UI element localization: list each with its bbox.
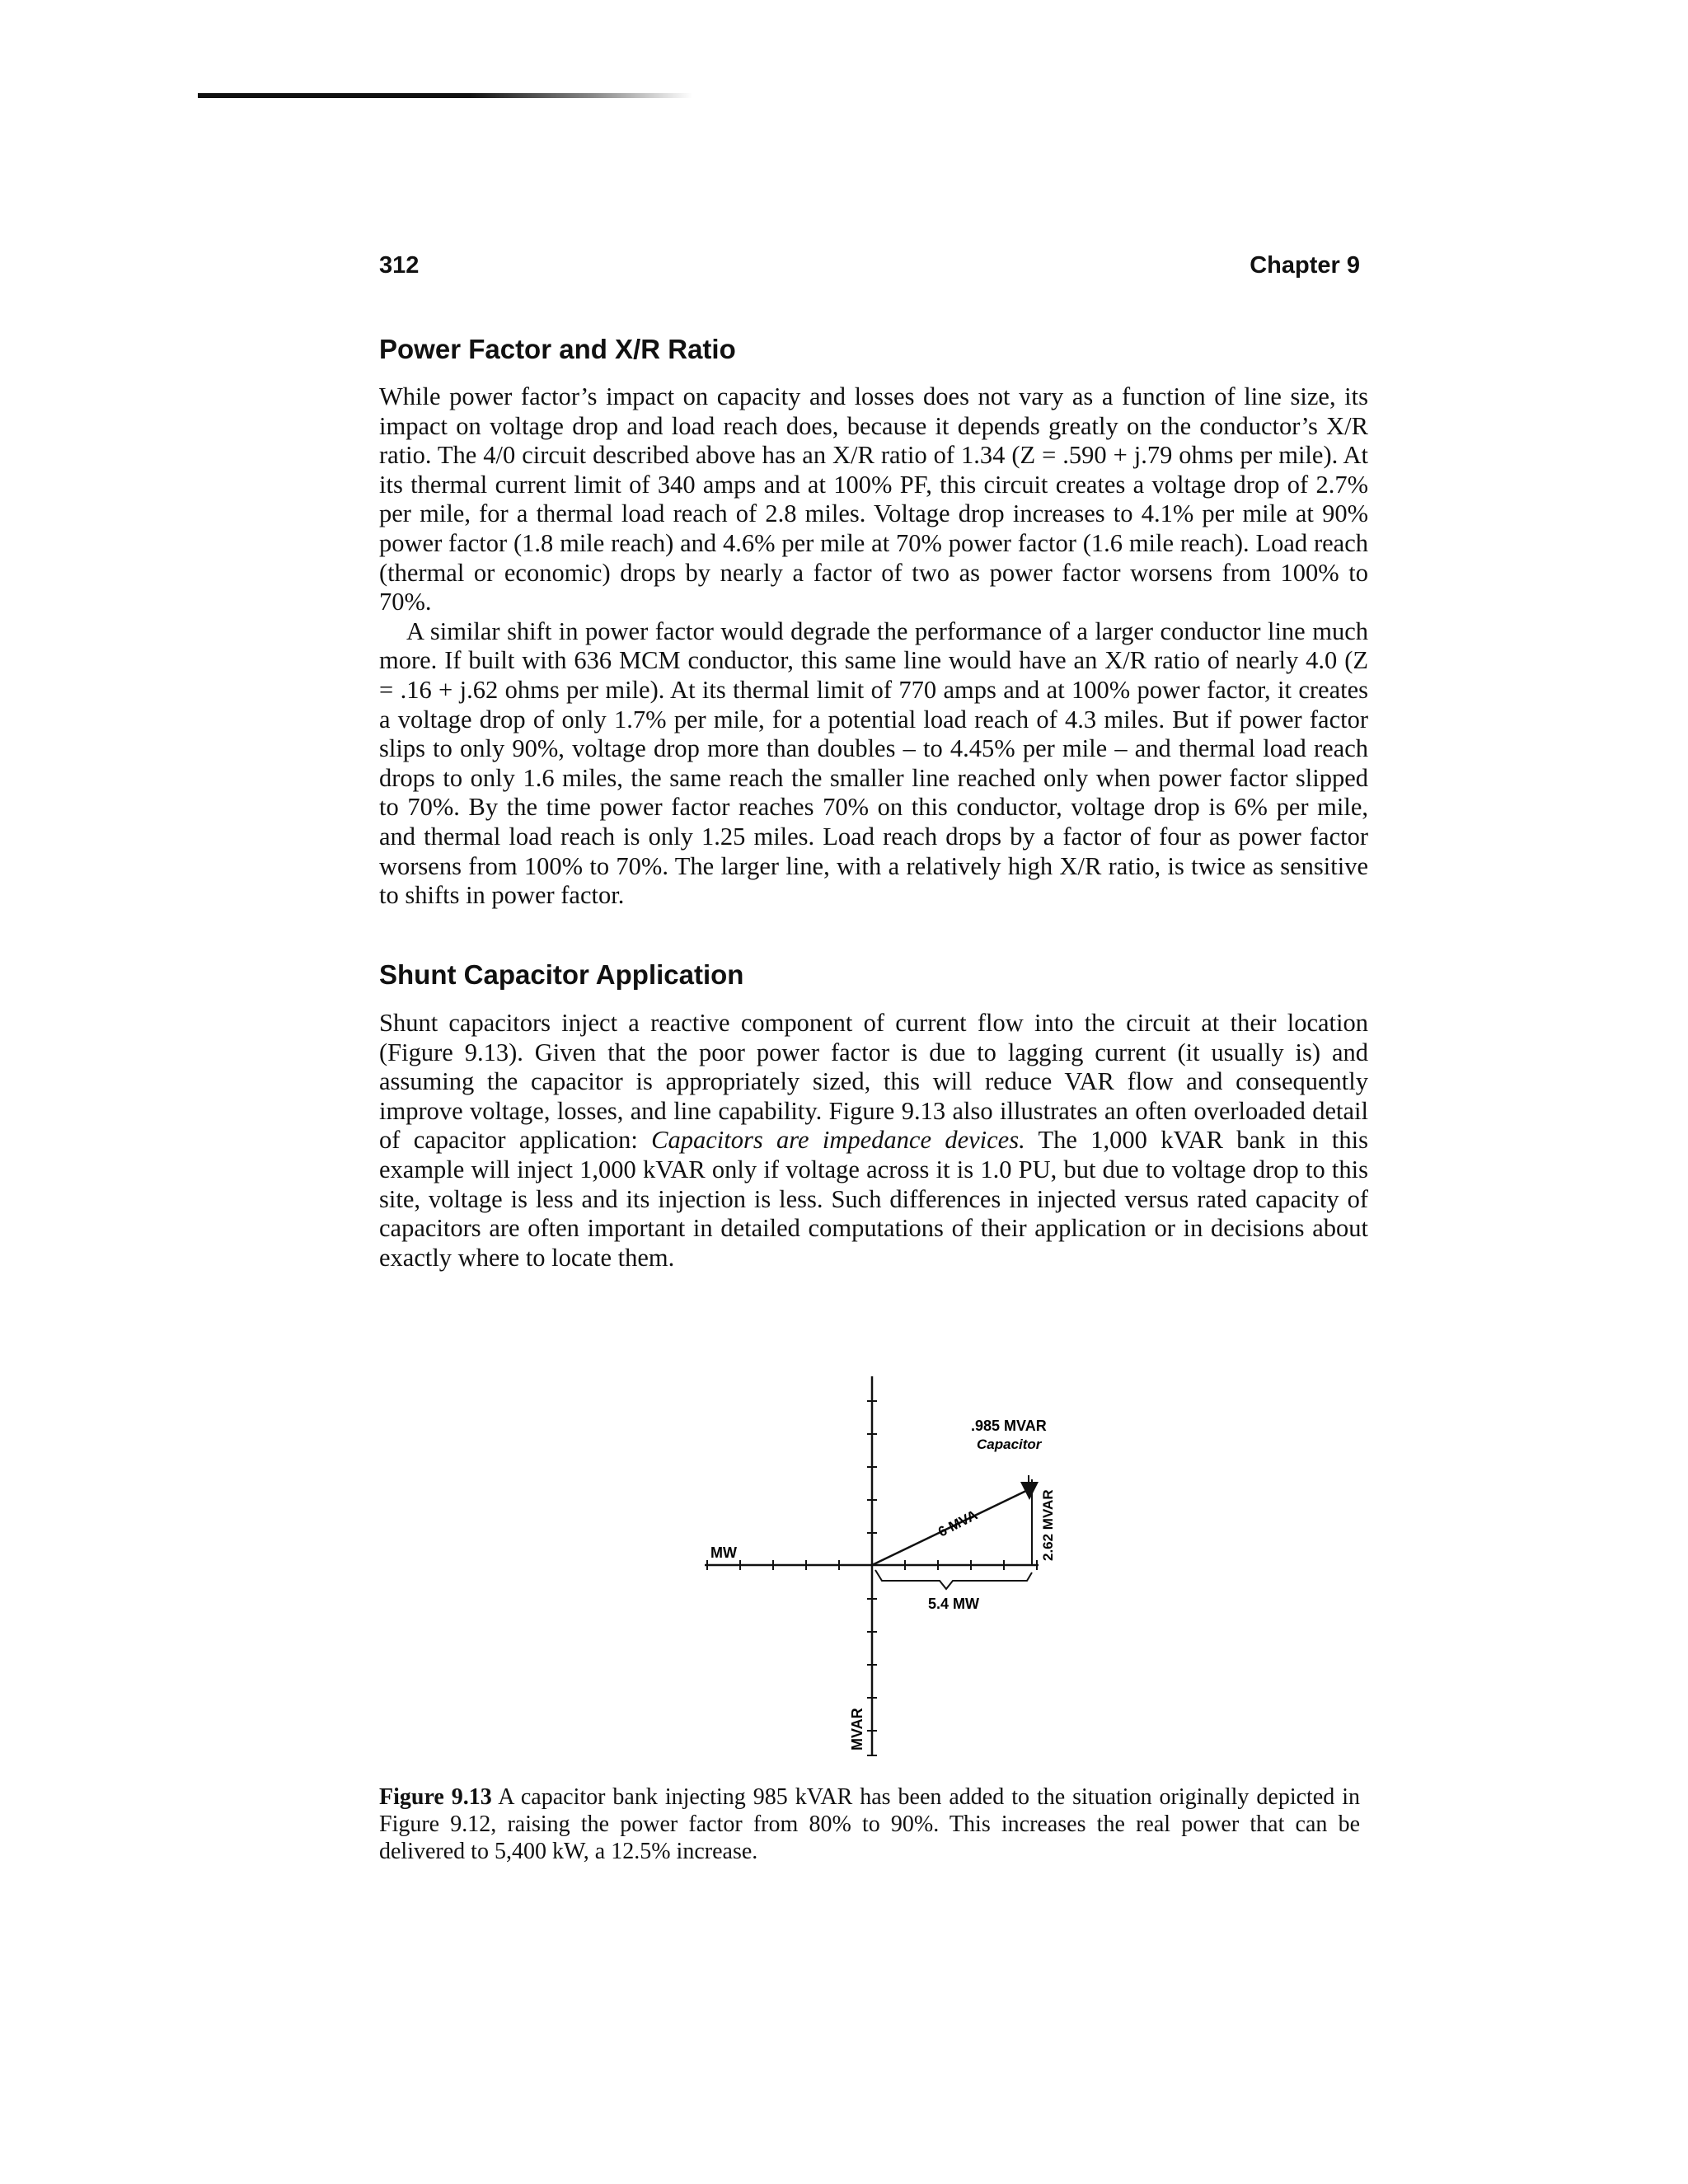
paragraph-text: Shunt capacitors inject a reactive component of current flow into the circuit at their location (Figure 9.13). Given that the poor power factor is due to lagging current (it usually is) and assuming the capacitor is appropriately sized, this will reduce VAR flow and consequently improve voltage, losses, and line capability. Figure 9.13 also illustrates an often overloaded detail of capacitor application: [379,1009,1368,1155]
chapter-label: Chapter 9 [1250,252,1360,279]
page-number: 312 [379,252,420,279]
section-shunt-capacitor-body [379,1009,1368,1272]
real-power-bracket [875,1570,1032,1589]
capacitor-arrow [1020,1482,1039,1500]
x-axis-label: MW [710,1544,737,1561]
paragraph-text: The 1,000 kVAR bank in this example will inject 1,000 kVAR only if voltage across it is 1.0 PU, but due to voltage drop to this site, voltage is less and its injection is less. Such differences in injected versus rated capacity of capacitors are often important in detailed computations of their application or in decisions about exactly where to locate them. [379,1126,1368,1272]
paragraph: While power factor’s impact on capacity and losses does not vary as a function of line size, its impact on voltage drop and load reach does, because it depends greatly on the conductor’s X/R ratio. The 4/0 circuit described above has an X/R ratio of 1.34 (Z = .590 + j.79 ohms per mile). At its thermal current limit of 340 amps and at 100% PF, this circuit creates a voltage drop of 2.7% per mile, for a thermal load reach of 2.8 miles. Voltage drop increases to 4.1% per mile at 90% power factor (1.8 mile reach) and 4.6% per mile at 70% power factor (1.6 mile reach). Load reach (thermal or economic) drops by nearly a factor of two as power factor worsens from 100% to 70%. [379,382,1368,616]
paragraph [379,1009,1368,1272]
hypotenuse-label: 6 MVA [935,1507,980,1540]
caption-text: A capacitor bank injecting 985 kVAR has been added to the situation originally depicted in Figure 9.12, raising the power factor from 80% to 90%. This increases the real power that can be delivered to 5,400 kW, a 12.5% increase. [379,1784,1360,1864]
capacitor-value-label: .985 MVAR [971,1418,1047,1434]
real-power-label: 5.4 MW [928,1596,980,1612]
top-rule [198,93,692,98]
section-heading-power-factor: Power Factor and X/R Ratio [379,334,736,364]
figure-caption [379,1783,1360,1865]
section-power-factor-body [379,382,1368,911]
phasor-diagram [643,1368,1104,1780]
vertical-leg-label: 2.62 MVAR [1040,1489,1056,1561]
capacitor-name-label: Capacitor [977,1436,1042,1452]
emphasis-text: Capacitors are impedance devices. [651,1126,1025,1155]
figure-9-13 [643,1368,1104,1780]
running-head [379,252,1360,285]
paragraph: A similar shift in power factor would degrade the performance of a larger conductor line much more. If built with 636 MCM conductor, this same line would have an X/R ratio of nearly 4.0 (Z = .16 + j.62 ohms per mile). At its thermal limit of 770 amps and at 100% power factor, it creates a voltage drop of only 1.7% per mile, for a potential load reach of 4.3 miles. But if power factor slips to only 90%, voltage drop more than doubles – to 4.45% per mile – and thermal load reach drops to only 1.6 miles, the same reach the smaller line reached only when power factor slipped to 70%. By the time power factor reaches 70% on this conductor, voltage drop is 6% per mile, and thermal load reach is only 1.25 miles. Load reach drops by a factor of four as power factor worsens from 100% to 70%. The larger line, with a relatively high X/R ratio, is twice as sensitive to shifts in power factor. [379,616,1368,910]
y-axis-label: MVAR [849,1708,865,1750]
caption-label: Figure 9.13 [379,1784,492,1810]
section-heading-shunt-capacitor: Shunt Capacitor Application [379,959,744,990]
